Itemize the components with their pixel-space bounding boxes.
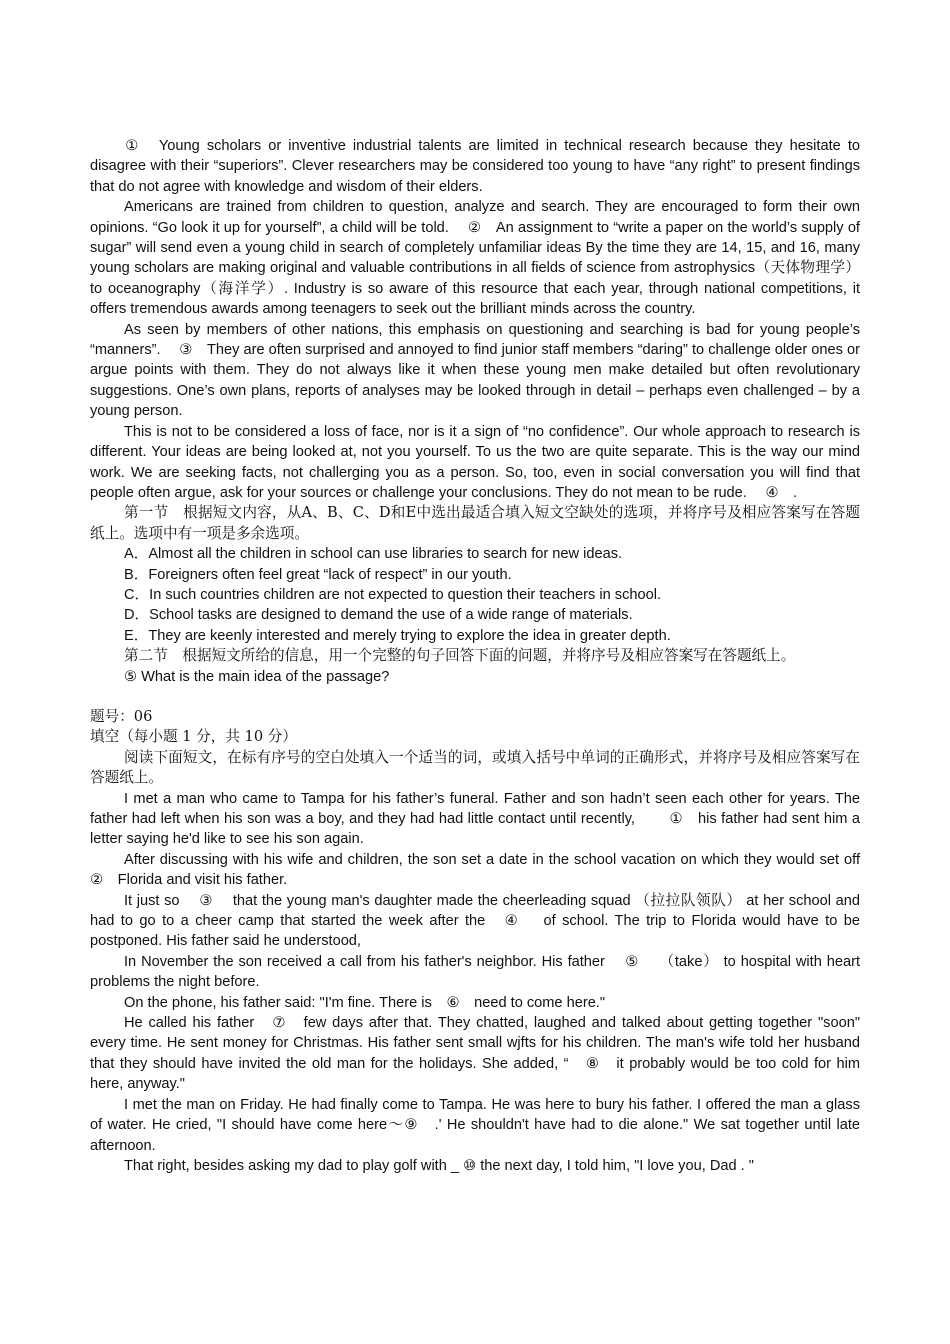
section-heading: 填空（每小题 1 分，共 10 分） xyxy=(90,728,297,746)
passage1-paragraph: As seen by members of other nations, this emphasis on questioning and searching is bad for young people’s “manners”. ③ They are often surprised and annoyed to find junior staff members “daring” to challenge older ones or argue points with them. They do not always like it when these young men make detailed but often revolutionary suggestions. One’s own plans, reports of analyses may be looked through in detail – perhaps even challenged – by a young person. xyxy=(90,321,860,420)
option-c: C．In such countries children are not expected to question their teachers in school. xyxy=(124,586,662,603)
passage2-paragraph: That right, besides asking my dad to play golf with _ ⑩ the next day, I told him, "I love you, Dad . " xyxy=(124,1157,754,1174)
passage2-instruction: 阅读下面短文，在标有序号的空白处填入一个适当的词，或填入括号中单词的正确形式，并将序号及相应答案写在答题纸上。 xyxy=(90,748,860,787)
section2-instruction: 第二节 根据短文所给的信息，用一个完整的句子回答下面的问题，并将序号及相应答案写在答题纸上。 xyxy=(124,647,796,665)
passage1-paragraph: Americans are trained from children to question, analyze and search. They are encouraged to form their own opinions. “Go look it up for yourself”, a child will be told. ② An assignment to “write a paper on the world’s supply of sugar” will send even a young child in search of completely unfamiliar ideas By the time they are 14, 15, and 16, many young scholars are making original and valuable contributions in all fields of science from astrophysics（天体物理学）to oceanography（海洋学）. Industry is so aware of this resource that each year, through national competitions, it offers tremendous awards among teenagers to seek out the brilliant minds across the country. xyxy=(90,199,860,318)
passage2-paragraph: I met a man who came to Tampa for his father’s funeral. Father and son hadn’t seen each other for years. The father had left when his son was a boy, and they had had little contact until recently, ① his father had sent him a letter saying he'd like to see his son again. xyxy=(90,790,860,848)
option-e: E．They are keenly interested and merely trying to explore the idea in greater depth. xyxy=(124,627,671,644)
passage2-paragraph: In November the son received a call from his father's neighbor. His father ⑤ （take） to hospital with heart problems the night before. xyxy=(90,953,860,991)
passage1-paragraph: This is not to be considered a loss of face, nor is it a sign of “no confidence”. Our whole approach to research is different. Your ideas are being looked at, not you yourself. To us the two are quite separate. This is the way our mind work. We are seeking facts, not challerging you as a person. So, too, even in social conversation you will find that people often argue, ask for your sources or challenge your conclusions. They do not mean to be rude. ④ . xyxy=(90,423,860,501)
document-page xyxy=(90,136,875,1176)
section1-instruction: 第一节 根据短文内容，从A、B、C、D和E中选出最适合填入短文空缺处的选项，并将序号及相应答案写在答题纸上。选项中有一项是多余选项。 xyxy=(90,504,860,542)
question-5: ⑤ What is the main idea of the passage? xyxy=(124,668,390,685)
passage2-paragraph: It just so ③ that the young man's daughter made the cheerleading squad （拉拉队领队） at her school and had to go to a cheer camp that started the week after the ④ of school. The trip to Florida would have to be postponed. His father said he understood, xyxy=(90,892,860,950)
option-b: B．Foreigners often feel great “lack of respect” in our youth. xyxy=(124,566,512,583)
option-a: A．Almost all the children in school can use libraries to search for new ideas. xyxy=(124,546,623,563)
passage2-paragraph: On the phone, his father said: "I'm fine. There is ⑥ need to come here." xyxy=(124,994,606,1011)
option-d: D．School tasks are designed to demand the use of a wide range of materials. xyxy=(124,607,633,624)
question-number: 题号：06 xyxy=(90,707,153,725)
passage2-paragraph: I met the man on Friday. He had finally come to Tampa. He was here to bury his father. I offered the man a glass of water. He cried, "I should have come here～⑨ .' He shouldn't have had to die alone." We sat together until late afternoon. xyxy=(90,1096,860,1154)
passage2-paragraph: He called his father ⑦ few days after that. They chatted, laughed and talked about getting together "soon" every time. He sent money for Christmas. His father sent small wjfts for his children. The man's wife told her husband that they should have invited the old man for the holidays. She added, “ ⑧ it probably would be too cold for him here, anyway." xyxy=(90,1015,860,1093)
passage1-paragraph: ① Young scholars or inventive industrial talents are limited in technical research because they hesitate to disagree with their “superiors”. Clever researchers may be considered too young to have “any right” to present findings that do not agree with knowledge and wisdom of their elders. xyxy=(90,138,860,195)
passage2-paragraph: After discussing with his wife and children, the son set a date in the school vacation on which they would set off ② Florida and visit his father. xyxy=(90,851,875,889)
